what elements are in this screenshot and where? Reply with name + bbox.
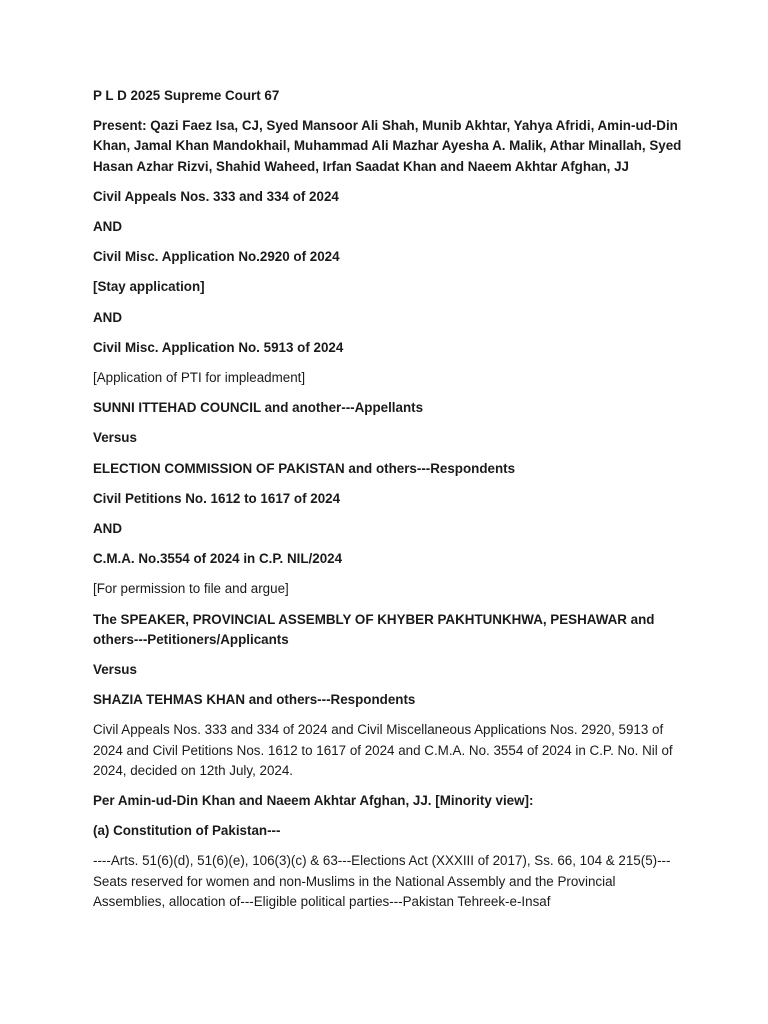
party-petitioners: The SPEAKER, PROVINCIAL ASSEMBLY OF KHYBER PAKHTUNKHWA, PESHAWAR and others---Petitioners/Applicants	[93, 611, 655, 647]
opinion-heading: Per Amin-ud-Din Khan and Naeem Akhtar Afghan, JJ. [Minority view]:	[93, 793, 534, 809]
party-respondents: ELECTION COMMISSION OF PAKISTAN and others---Respondents	[93, 460, 516, 476]
application-type: [Stay application]	[93, 279, 205, 295]
headnote-text: ----Arts. 51(6)(d), 51(6)(e), 106(3)(c) & 63---Elections Act (XXXIII of 2017), Ss. 66, 104 & 215(5)---Seats reserved for women and non-Muslims in the National Assembly and the Provincial Assemblies, allocation of---Eligible political parties---Pakistan Tehreek-e-Insaf	[93, 853, 671, 909]
application-type: [Application of PTI for impleadment]	[93, 370, 306, 386]
case-number: Civil Misc. Application No.2920 of 2024	[93, 249, 340, 265]
party-respondents: SHAZIA TEHMAS KHAN and others---Respondents	[93, 692, 416, 708]
application-type: [For permission to file and argue]	[93, 581, 289, 597]
decision-summary: Civil Appeals Nos. 333 and 334 of 2024 and Civil Miscellaneous Applications Nos. 2920, 5913 of 2024 and Civil Petitions Nos. 1612 to 1617 of 2024 and C.M.A. No. 3554 of 2024 in C.P. No. Nil of 2024, decided on 12th July, 2024.	[93, 722, 673, 778]
citation-heading: P L D 2025 Supreme Court 67	[93, 88, 280, 103]
conjunction: AND	[93, 219, 123, 235]
case-number: Civil Petitions No. 1612 to 1617 of 2024	[93, 490, 341, 506]
conjunction: AND	[93, 309, 123, 325]
headnote-heading: (a) Constitution of Pakistan---	[93, 823, 281, 839]
case-number: C.M.A. No.3554 of 2024 in C.P. NIL/2024	[93, 551, 343, 567]
versus: Versus	[93, 662, 137, 678]
conjunction: AND	[93, 521, 123, 537]
bench-present: Present: Qazi Faez Isa, CJ, Syed Mansoor Ali Shah, Munib Akhtar, Yahya Afridi, Amin-ud-Din Khan, Jamal Khan Mandokhail, Muhammad Ali Mazhar Ayesha A. Malik, Athar Minallah, Syed Hasan Azhar Rizvi, Shahid Waheed, Irfan Saadat Khan and Naeem Akhtar Afghan, JJ	[93, 118, 682, 174]
case-number: Civil Appeals Nos. 333 and 334 of 2024	[93, 188, 339, 204]
document-page	[93, 86, 683, 922]
case-number: Civil Misc. Application No. 5913 of 2024	[93, 339, 344, 355]
party-appellants: SUNNI ITTEHAD COUNCIL and another---Appellants	[93, 400, 424, 416]
versus: Versus	[93, 430, 137, 446]
